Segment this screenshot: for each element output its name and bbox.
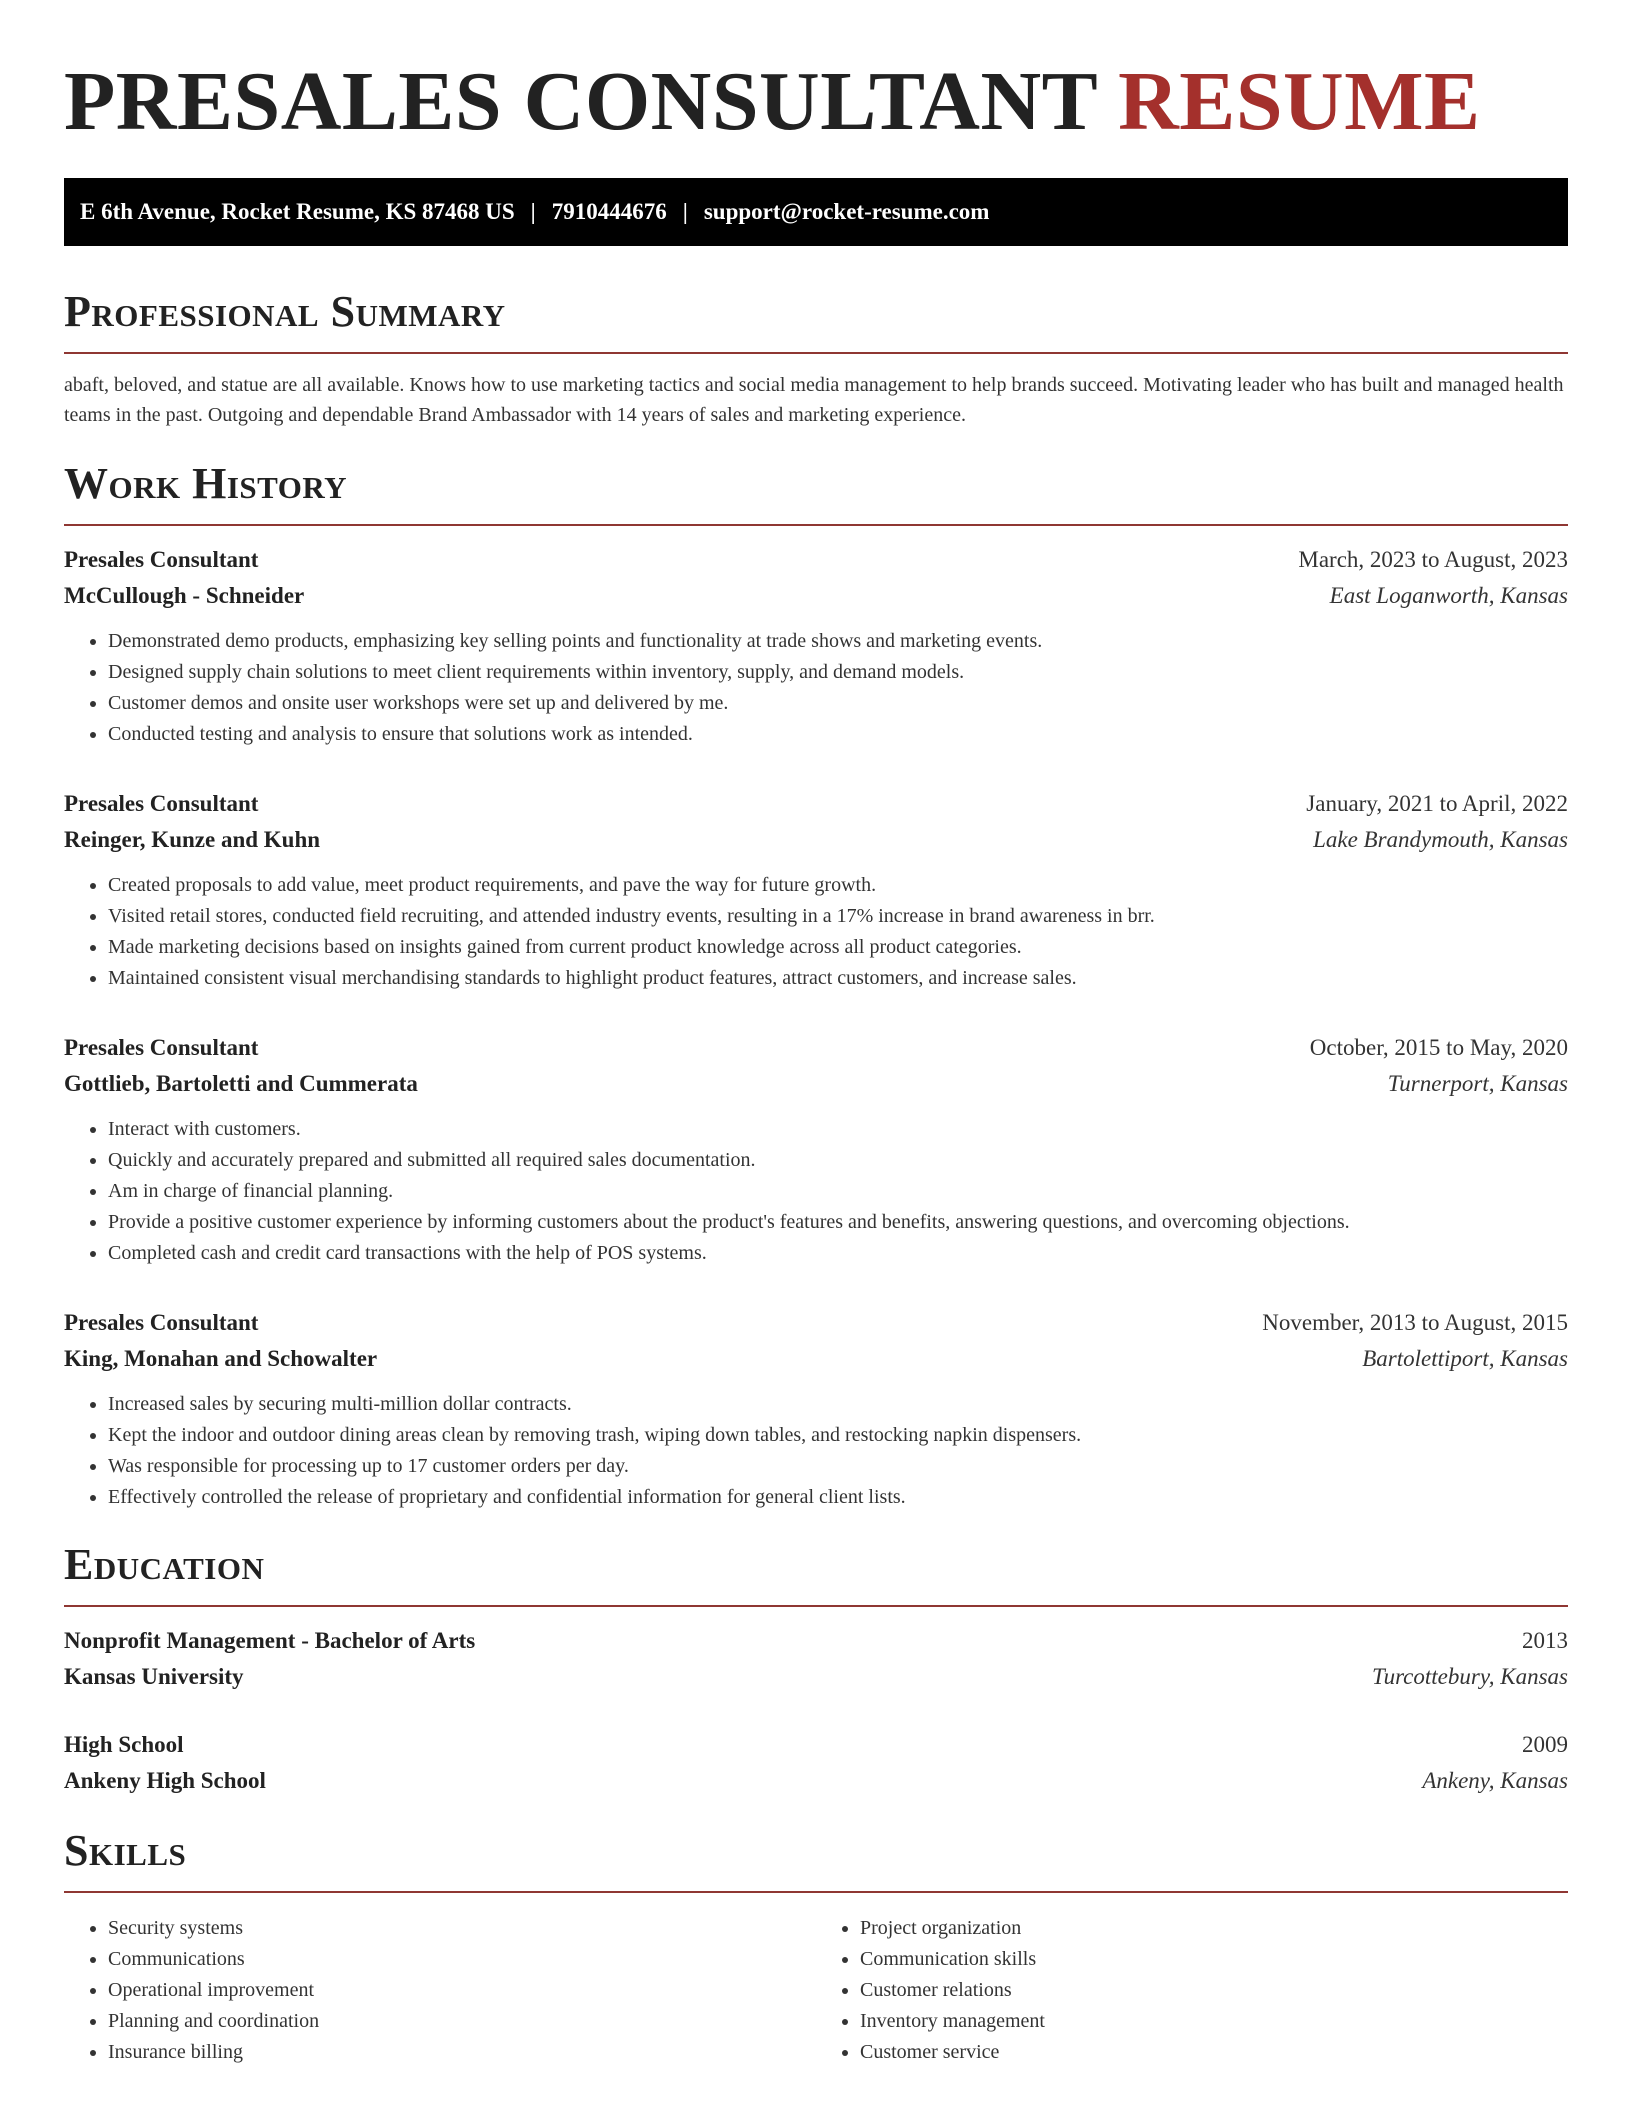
education-location: Ankeny, Kansas (1422, 1768, 1568, 1793)
job-dates: November, 2013 to August, 2015 (1262, 1310, 1568, 1335)
job-company-row (64, 1066, 1568, 1102)
job-bullet: • Designed supply chain solutions to meet client requirements within inventory, supply, and demand models. (108, 657, 1568, 688)
summary-section (64, 286, 1568, 430)
education-degree: High School (64, 1732, 184, 1757)
title-main: PRESALES CONSULTANT (64, 55, 1097, 148)
job-bullet: • Visited retail stores, conducted field recruiting, and attended industry events, resulting in a 17% increase in brand awareness in brr. (108, 901, 1568, 932)
job-title: Presales Consultant (64, 547, 259, 572)
job-location: Lake Brandymouth, Kansas (1313, 827, 1568, 852)
education-degree-row (64, 1623, 1568, 1659)
skill-item: • Planning and coordination (108, 2006, 816, 2037)
work-history-section (64, 458, 1568, 1513)
job-bullets (64, 1114, 1568, 1269)
job-bullet: • Made marketing decisions based on insights gained from current product knowledge across all product categories. (108, 932, 1568, 963)
skill-item: • Operational improvement (108, 1975, 816, 2006)
job-entry (64, 542, 1568, 750)
job-bullet: • Was responsible for processing up to 17 customer orders per day. (108, 1451, 1568, 1482)
job-bullet: • Demonstrated demo products, emphasizing key selling points and functionality at trade shows and marketing events. (108, 626, 1568, 657)
job-header-row (64, 786, 1568, 822)
section-divider (64, 1891, 1568, 1893)
skills-columns (64, 1909, 1568, 2068)
job-bullet: • Interact with customers. (108, 1114, 1568, 1145)
education-entry (64, 1727, 1568, 1799)
section-divider (64, 1605, 1568, 1607)
skill-item: • Communications (108, 1944, 816, 1975)
job-entry (64, 1305, 1568, 1513)
education-school: Kansas University (64, 1664, 244, 1689)
job-company-row (64, 1341, 1568, 1377)
contact-separator: | (530, 199, 536, 224)
title-accent: RESUME (1118, 55, 1481, 148)
job-dates: October, 2015 to May, 2020 (1309, 1035, 1568, 1060)
skill-item: • Security systems (108, 1913, 816, 1944)
job-header-row (64, 542, 1568, 578)
job-bullet: • Increased sales by securing multi-million dollar contracts. (108, 1389, 1568, 1420)
section-heading-education: Education (64, 1540, 265, 1589)
section-divider (64, 352, 1568, 354)
job-bullet: • Quickly and accurately prepared and submitted all required sales documentation. (108, 1145, 1568, 1176)
contact-address: E 6th Avenue, Rocket Resume, KS 87468 US (80, 199, 515, 224)
job-bullet: • Created proposals to add value, meet product requirements, and pave the way for future growth. (108, 870, 1568, 901)
job-company: Gottlieb, Bartoletti and Cummerata (64, 1071, 418, 1096)
job-dates: January, 2021 to April, 2022 (1306, 791, 1568, 816)
job-bullet: • Conducted testing and analysis to ensure that solutions work as intended. (108, 719, 1568, 750)
job-bullets (64, 870, 1568, 994)
job-title: Presales Consultant (64, 1310, 259, 1335)
resume-title (64, 56, 1568, 148)
job-bullet: • Am in charge of financial planning. (108, 1176, 1568, 1207)
contact-phone: 7910444676 (551, 199, 667, 224)
education-year: 2009 (1522, 1732, 1568, 1757)
education-degree: Nonprofit Management - Bachelor of Arts (64, 1628, 476, 1653)
job-title: Presales Consultant (64, 1035, 259, 1060)
education-section (64, 1539, 1568, 1799)
education-school: Ankeny High School (64, 1768, 266, 1793)
job-company: King, Monahan and Schowalter (64, 1346, 378, 1371)
skills-column-left (64, 1913, 816, 2068)
contact-bar (64, 178, 1568, 246)
job-company: Reinger, Kunze and Kuhn (64, 827, 321, 852)
skills-column-right (816, 1913, 1568, 2068)
education-school-row (64, 1763, 1568, 1799)
job-location: Turnerport, Kansas (1387, 1071, 1568, 1096)
skill-item: • Project organization (860, 1913, 1568, 1944)
job-header-row (64, 1305, 1568, 1341)
education-entry (64, 1623, 1568, 1695)
job-bullet: • Customer demos and onsite user workshops were set up and delivered by me. (108, 688, 1568, 719)
skills-section (64, 1825, 1568, 2068)
education-school-row (64, 1659, 1568, 1695)
job-location: East Loganworth, Kansas (1329, 583, 1568, 608)
education-location: Turcottebury, Kansas (1372, 1664, 1568, 1689)
contact-email: support@rocket-resume.com (703, 199, 990, 224)
section-heading-work-history: Work History (64, 459, 348, 508)
job-bullets (64, 1389, 1568, 1513)
job-title: Presales Consultant (64, 791, 259, 816)
job-bullet: • Completed cash and credit card transactions with the help of POS systems. (108, 1238, 1568, 1269)
job-bullet: • Effectively controlled the release of proprietary and confidential information for general client lists. (108, 1482, 1568, 1513)
job-location: Bartolettiport, Kansas (1362, 1346, 1568, 1371)
job-bullet: • Provide a positive customer experience by informing customers about the product's features and benefits, answering questions, and overcoming objections. (108, 1207, 1568, 1238)
section-heading-skills: Skills (64, 1826, 187, 1875)
job-company: McCullough - Schneider (64, 583, 305, 608)
job-bullet: • Maintained consistent visual merchandising standards to highlight product features, attract customers, and increase sales. (108, 963, 1568, 994)
job-bullets (64, 626, 1568, 750)
contact-separator: | (682, 199, 688, 224)
skill-item: • Customer service (860, 2037, 1568, 2068)
education-year: 2013 (1522, 1628, 1568, 1653)
summary-text: abaft, beloved, and statue are all available. Knows how to use marketing tactics and social media management to help brands succeed. Motivating leader who has built and managed health teams in the past. Outgoing and dependable Brand Ambassador with 14 years of sales and marketing experience. (64, 374, 1564, 426)
job-bullet: • Kept the indoor and outdoor dining areas clean by removing trash, wiping down tables, and restocking napkin dispensers. (108, 1420, 1568, 1451)
job-company-row (64, 578, 1568, 614)
skill-item: • Inventory management (860, 2006, 1568, 2037)
skill-item: • Insurance billing (108, 2037, 816, 2068)
section-divider (64, 524, 1568, 526)
job-header-row (64, 1030, 1568, 1066)
job-entry (64, 786, 1568, 994)
skill-item: • Customer relations (860, 1975, 1568, 2006)
section-heading-summary: Professional Summary (64, 287, 506, 336)
job-entry (64, 1030, 1568, 1269)
skill-item: • Communication skills (860, 1944, 1568, 1975)
education-degree-row (64, 1727, 1568, 1763)
job-company-row (64, 822, 1568, 858)
job-dates: March, 2023 to August, 2023 (1298, 547, 1568, 572)
